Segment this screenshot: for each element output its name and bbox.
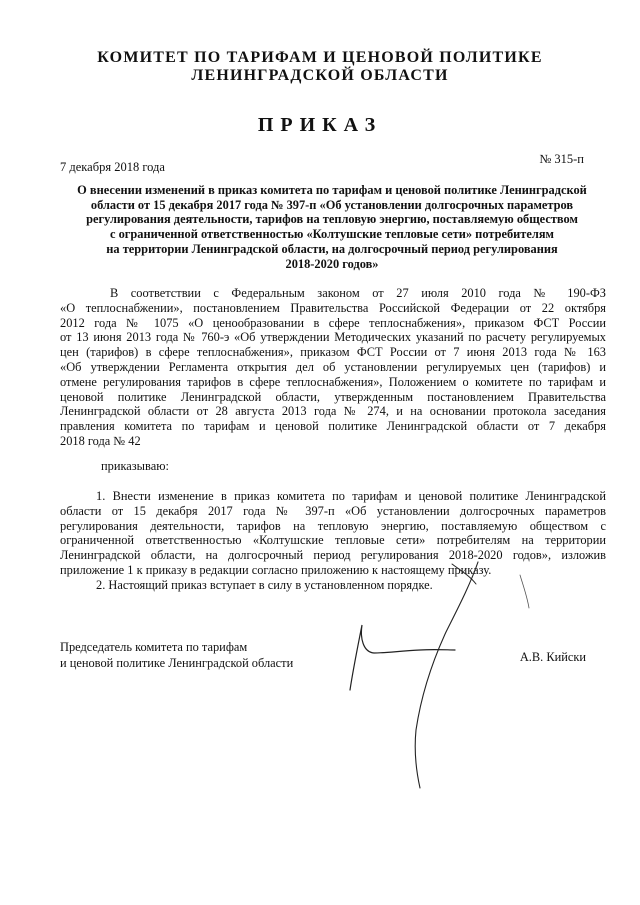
org-name-line-2: ЛЕНИНГРАДСКОЙ ОБЛАСТИ xyxy=(191,67,449,84)
preamble-line: «О теплоснабжении», постановлением Правительства Российской Федерации от 22 октября xyxy=(60,300,606,315)
document-type-title: ПРИКАЗ xyxy=(257,114,383,136)
item-line: 2. Настоящий приказ вступает в силу в установленном порядке. xyxy=(96,577,433,592)
preamble-line: цен (тарифов) в сфере теплоснабжения», приказом ФСТ России от 7 июня 2013 года № 163 xyxy=(60,345,606,360)
preamble-line: отмене регулирования тарифов в сфере теплоснабжения», Положением о комитете по тарифам и xyxy=(60,374,606,389)
preamble-line: ценовой политике Ленинградской области, утвержденным постановлением Правительства xyxy=(60,389,606,404)
item-line: области от 15 декабря 2017 года № 397-п «Об установлении долгосрочных параметров xyxy=(60,503,606,518)
item-line: приложение 1 к приказу в редакции согласно приложению к настоящему приказу. xyxy=(60,562,492,577)
signatory-title-line-1: Председатель комитета по тарифам xyxy=(60,640,248,654)
organization-header xyxy=(60,49,580,85)
subject-line: на территории Ленинградской области, на долгосрочный период регулирования xyxy=(106,241,558,256)
preamble-line: 2018 года № 42 xyxy=(60,433,141,448)
preamble-paragraph xyxy=(60,286,606,449)
preamble-line: Ленинградской области от 28 августа 2013 года № 274, и на основании протокола заседания xyxy=(60,404,606,419)
document-subject xyxy=(58,183,606,271)
subject-line: с ограниченной ответственностью «Колтушские тепловые сети» потребителям xyxy=(110,227,554,242)
decree-word: приказываю: xyxy=(101,459,169,473)
signatory-title xyxy=(60,639,293,671)
signatory-name: А.В. Кийски xyxy=(519,650,586,664)
item-line: 1. Внести изменение в приказ комитета по тарифам и ценовой политике Ленинградской xyxy=(96,489,606,503)
preamble-line: от 13 июня 2013 года № 760-э «Об утверждении Методических указаний по расчету регулируемых xyxy=(60,330,606,345)
org-name-line-1: КОМИТЕТ ПО ТАРИФАМ И ЦЕНОВОЙ ПОЛИТИКЕ xyxy=(97,49,543,66)
item-line: ограниченной ответственностью «Колтушские тепловые сети» потребителям на территории xyxy=(60,533,606,548)
subject-line: 2018-2020 годов» xyxy=(285,256,379,271)
item-line: Ленинградской области, на долгосрочный период регулирования 2018-2020 годов», изложив xyxy=(60,548,606,563)
document-number: № 315-п xyxy=(539,152,584,166)
signatory-title-line-2: и ценовой политике Ленинградской области xyxy=(60,656,294,670)
subject-line: О внесении изменений в приказ комитета по тарифам и ценовой политике Ленинградской xyxy=(77,183,587,197)
preamble-line: правления комитета по тарифам и ценовой политике Ленинградской области от 7 декабря xyxy=(60,419,606,434)
handwritten-signature xyxy=(330,540,560,790)
item-line: регулирования деятельности, тарифов на тепловую энергию, поставляемую обществом с xyxy=(60,518,606,533)
subject-line: области от 15 декабря 2017 года № 397-п «Об установлении долгосрочных параметров xyxy=(90,197,574,212)
preamble-line: «Об утверждении Регламента открытия дел об установлении регулируемых цен (тарифов) и xyxy=(60,359,606,374)
preamble-line: В соответствии с Федеральным законом от 27 июля 2010 года № 190-ФЗ xyxy=(110,286,606,300)
preamble-line: 2012 года № 1075 «О ценообразовании в сфере теплоснабжения», приказом ФСТ России xyxy=(60,315,606,330)
document-date: 7 декабря 2018 года xyxy=(60,160,165,174)
subject-line: регулирования деятельности, тарифов на тепловую энергию, поставляемую обществом xyxy=(86,212,578,227)
